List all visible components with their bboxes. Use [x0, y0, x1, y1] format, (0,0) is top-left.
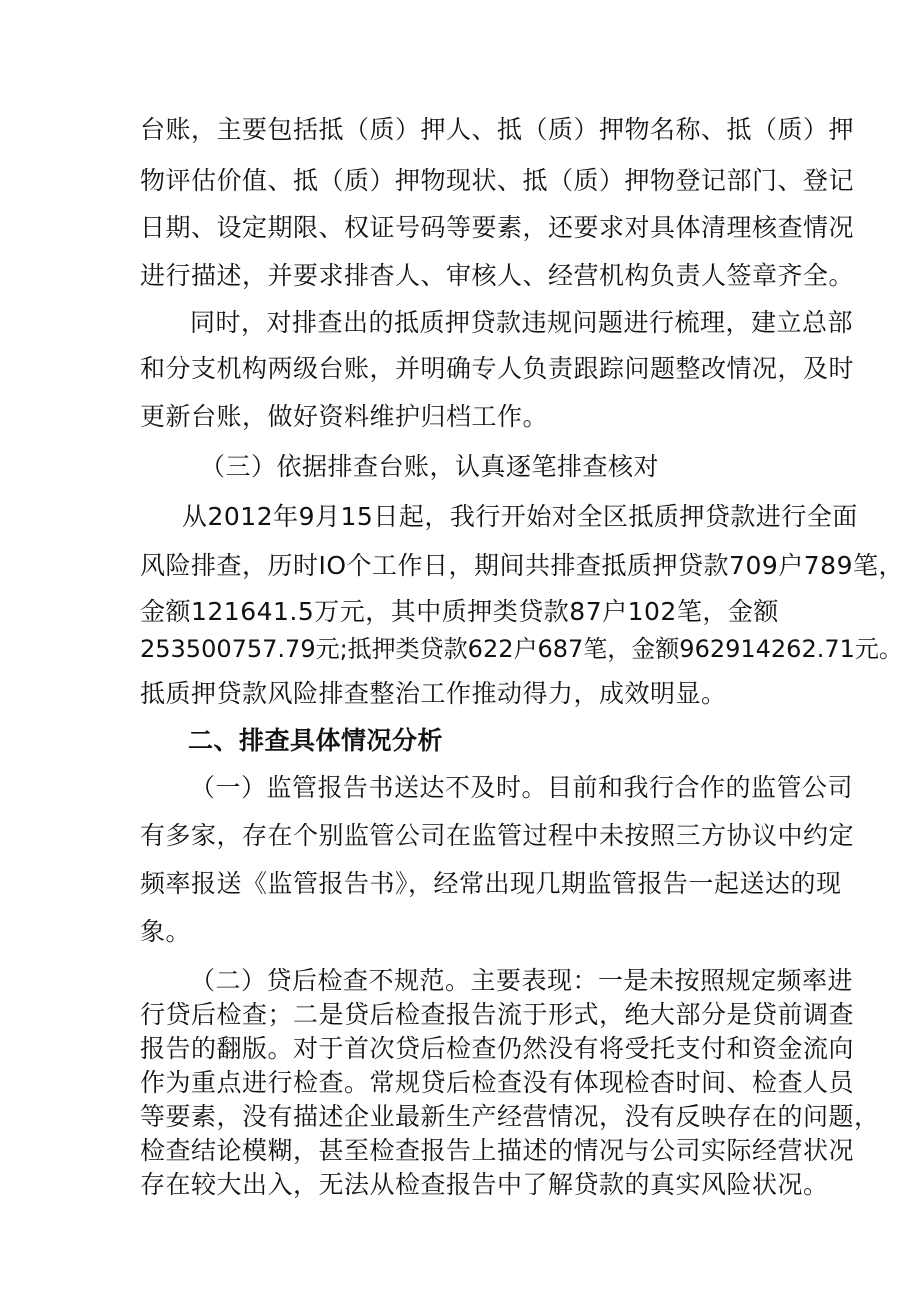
paragraph-line: 更新台账，做好资料维护归档工作。 [140, 402, 549, 431]
section-heading: 二、排查具体情况分析 [188, 726, 444, 755]
paragraph-line: 和分支机构两级台账，并明确专人负责跟踪问题整改情况，及时 [140, 354, 855, 383]
paragraph-line: 检查结论模糊，甚至检查报告上描述的情况与公司实际经营状况 [140, 1136, 855, 1165]
paragraph-line: 等要素，没有描述企业最新生产经营情况，没有反映存在的问题， [140, 1102, 880, 1131]
paragraph-line: （二）贷后检查不规范。主要表现：一是未按照规定频率进 [190, 966, 854, 995]
paragraph-line: 作为重点进行检查。常规贷后检查没有体现检杳时间、检查人员 [140, 1068, 855, 1097]
paragraph-line: （一）监管报告书送达不及时。目前和我行合作的监管公司 [190, 773, 854, 802]
paragraph-line: 行贷后检查；二是贷后检查报告流于形式，绝大部分是贷前调查 [140, 1000, 855, 1029]
paragraph-line: 报告的翻版。对于首次贷后检查仍然没有将受托支付和资金流向 [140, 1034, 855, 1063]
paragraph-line: 进行描述，并要求排杳人、审核人、经营机构负责人签章齐全。 [140, 261, 855, 290]
paragraph-line: 253500757.79元;抵押类贷款622户687笔，金额962914262.71元。 [140, 635, 903, 663]
subsection-heading: （三）依据排查台账，认真逐笔排查核对 [200, 452, 660, 481]
paragraph-line: 从2012年9月15日起，我行开始对全区抵质押贷款进行全面 [182, 502, 858, 531]
paragraph-line: 物评估价值、抵（质）押物现状、抵（质）押物登记部门、登记 [140, 166, 855, 195]
paragraph-line: 金额121641.5万元，其中质押类贷款87户102笔，金额 [140, 597, 779, 626]
paragraph-line: 频率报送《监管报告书》，经常出现几期监管报告一起送达的现 [140, 869, 842, 898]
paragraph-line: 抵质押贷款风险排查整治工作推动得力，成效明显。 [140, 679, 727, 708]
paragraph-line: 日期、设定期限、权证号码等要素，还要求对具体清理核查情况 [140, 213, 855, 242]
paragraph-line: 风险排查，历时IO个工作日，期间共排查抵质押贷款709户789笔， [140, 551, 904, 580]
paragraph-line: 同时，对排查出的抵质押贷款违规问题进行梳理，建立总部 [190, 308, 854, 337]
paragraph-line: 象。 [140, 917, 192, 946]
paragraph-line: 有多家，存在个别监管公司在监管过程中未按照三方协议中约定 [140, 821, 855, 850]
paragraph-line: 存在较大出入，无法从检查报告中了解贷款的真实风险状况。 [140, 1170, 829, 1199]
paragraph-line: 台账，主要包括抵（质）押人、抵（质）押物名称、抵（质）押 [140, 115, 855, 144]
